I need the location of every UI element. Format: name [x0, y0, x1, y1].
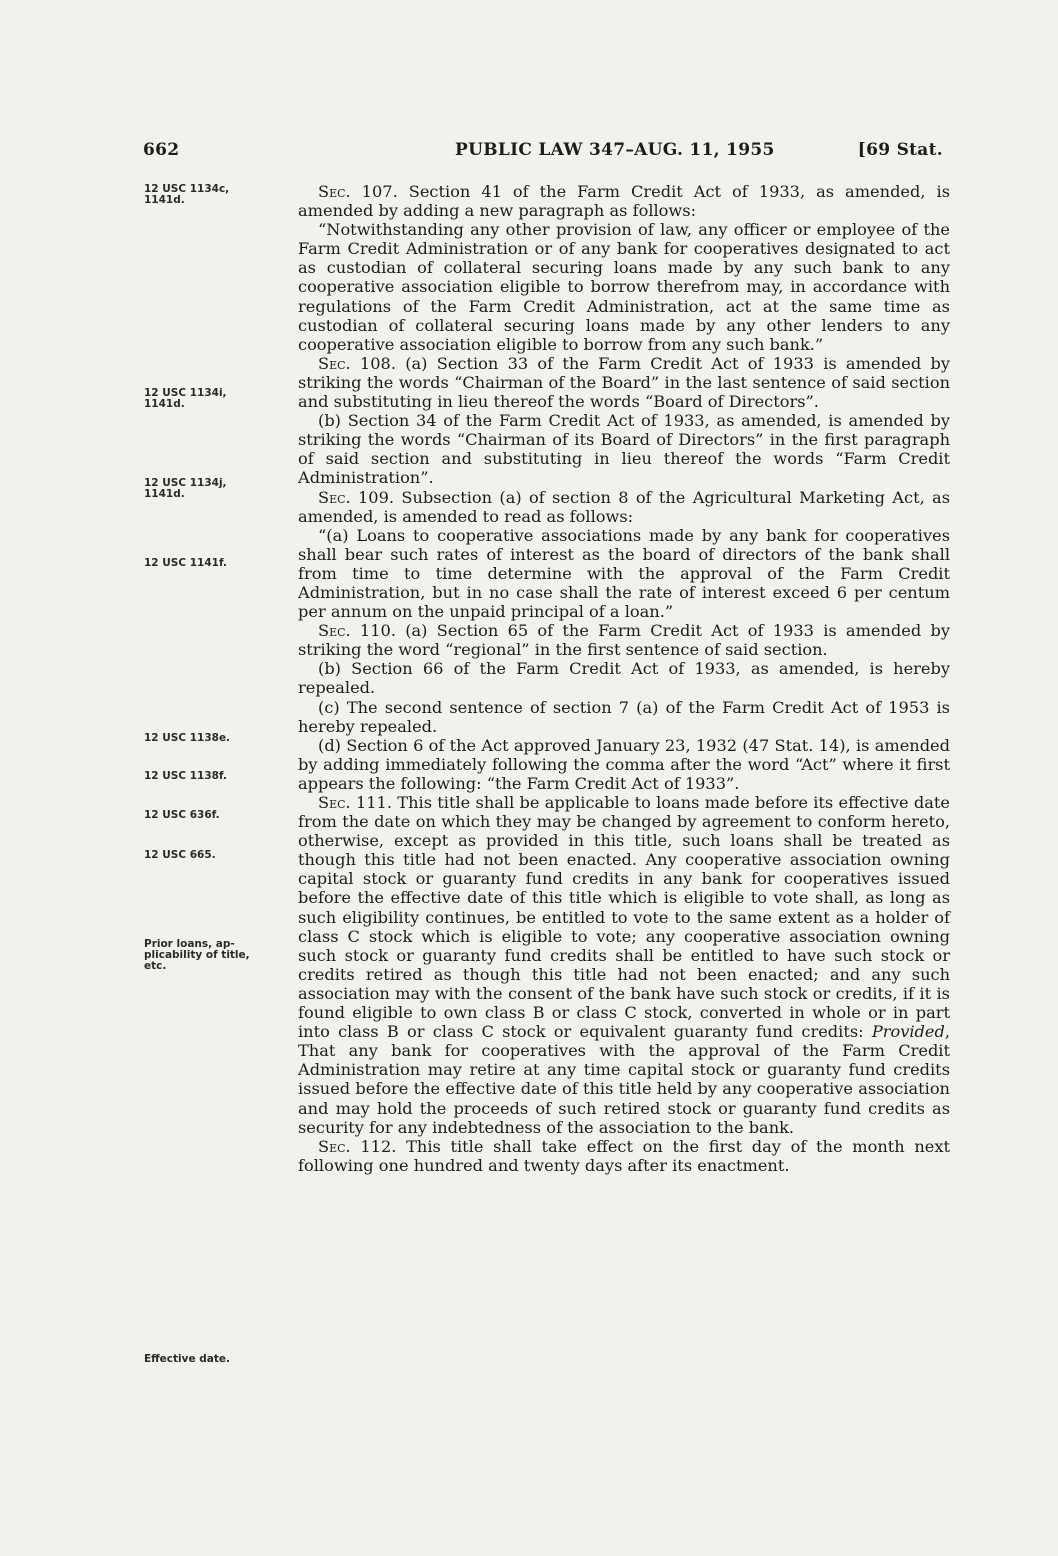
section-109-quote: “(a) Loans to cooperative associations made by any bank for cooperatives shall bear such rates of interest as the board of directors of the bank shall from time to time determine with the approval of the Farm Credit Administration, but in no case shall the rate of interest exceed 6 per centum per annum on the unpaid principal of a loan.”	[298, 525, 950, 622]
margin-note-9: Prior loans, ap- plicability of title, etc.	[144, 938, 250, 972]
section-108b: (b) Section 34 of the Farm Credit Act of 1933, as amended, is amended by striking the words “Chairman of its Board of Directors” in the first paragraph of said section and substituting in lieu thereof the words “Farm Credit Administration”.	[298, 411, 950, 488]
statute-text	[298, 182, 950, 1175]
margin-note-3: 12 USC 1134j, 1141d.	[144, 477, 227, 500]
section-111: Sec. 111. This title shall be applicable to loans made before its effective date from the date on which they may be changed by agreement to conform hereto, otherwise, except as provided in this title, such loans shall be treated as though this title had not been enacted. Any cooperative association owning capital stock or guaranty fund credits in any bank for cooperatives issued before the effective date of this title which is eligible to vote shall, as long as such eligibility continues, be entitled to vote to the same extent as a holder of class C stock which is eligible to vote; any cooperative association owning such stock or guaranty fund credits shall be entitled to have such stock or credits retired as though this title had not been enacted; and any such association may with the consent of the bank have such stock or credits, if it is found eligible to own class B or class C stock, converted in whole or in part into class B or class C stock or equivalent guaranty fund credits: Provided, That any bank for cooperatives with the approval of the Farm Credit Administration may retire at any time capital stock or guaranty fund credits issued before the effective date of this title held by any cooperative association and may hold the proceeds of such retired stock or guaranty fund credits as security for any indebtedness of the association to the bank.	[298, 793, 951, 1137]
section-110b: (b) Section 66 of the Farm Credit Act of 1933, as amended, is hereby repealed.	[298, 659, 950, 698]
running-header	[143, 140, 943, 164]
section-112: Sec. 112. This title shall take effect on the first day of the month next following one hundred and twenty days after its enactment.	[298, 1136, 950, 1175]
margin-note-2: 12 USC 1134i, 1141d.	[144, 387, 227, 410]
section-110a: Sec. 110. (a) Section 65 of the Farm Credit Act of 1933 is amended by striking the word “regional” in the first sentence of said section.	[298, 621, 950, 660]
page-number: 662	[143, 140, 180, 160]
margin-note-7: 12 USC 636f.	[144, 809, 220, 821]
section-110d: (d) Section 6 of the Act approved January 23, 1932 (47 Stat. 14), is amended by adding immediately following the comma after the word “Act” where it first appears the following: “the Farm Credit Act of 1933”.	[298, 735, 950, 793]
section-107-quote: “Notwithstanding any other provision of law, any officer or employee of the Farm Credit Administration or of any bank for cooperatives designated to act as custodian of collateral securing loans made by any such bank to any cooperative association eligible to borrow therefrom may, in accordance with regulations of the Farm Credit Administration, act at the same time as custodian of collateral securing loans made by any other lenders to any cooperative association eligible to borrow from any such bank.”	[298, 220, 950, 354]
section-107: Sec. 107. Section 41 of the Farm Credit Act of 1933, as amended, is amended by adding a new paragraph as follows:	[298, 182, 950, 221]
section-110c: (c) The second sentence of section 7 (a) of the Farm Credit Act of 1953 is hereby repealed.	[298, 697, 950, 736]
margin-note-1: 12 USC 1134c, 1141d.	[144, 183, 230, 206]
margin-note-6: 12 USC 1138f.	[144, 770, 227, 782]
section-108a: Sec. 108. (a) Section 33 of the Farm Credit Act of 1933 is amended by striking the words “Chairman of the Board” in the last sentence of said section and substituting in lieu thereof the words “Board of Directors”.	[298, 353, 950, 412]
margin-note-8: 12 USC 665.	[144, 849, 216, 861]
volume-citation: [69 Stat.	[857, 140, 943, 160]
margin-note-10: Effective date.	[144, 1353, 230, 1365]
margin-note-5: 12 USC 1138e.	[144, 732, 231, 744]
running-title: PUBLIC LAW 347–AUG. 11, 1955	[455, 140, 775, 160]
section-109: Sec. 109. Subsection (a) of section 8 of the Agricultural Marketing Act, as amended, is amended to read as follows:	[298, 487, 950, 526]
margin-note-4: 12 USC 1141f.	[144, 557, 227, 569]
